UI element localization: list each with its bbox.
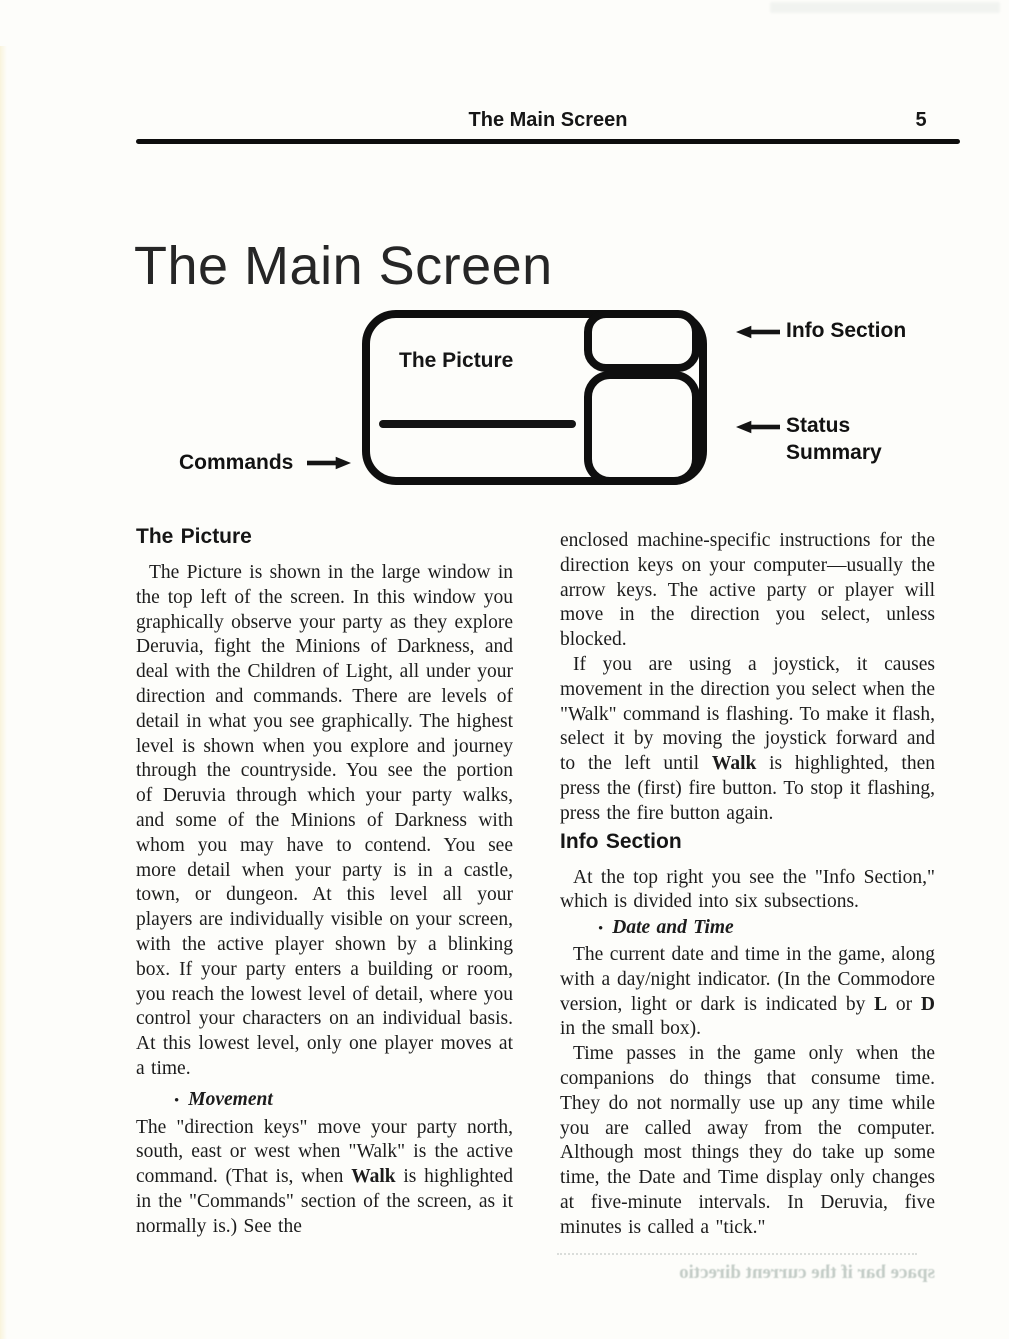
bleed-through-specks [557, 1253, 917, 1255]
left-column [136, 524, 513, 1240]
paragraph-time-passes: Time passes in the game only when the companions do things that consume time. They do not normally use up any time while you are called away from the computer. Although most things they do take up some time, the Date and Time display only changes at five-minute intervals. In Deruvia, five minutes is called a "tick." [560, 1043, 935, 1238]
arrow-left-icon [736, 420, 780, 434]
diagram-commands-divider [379, 420, 576, 428]
page-title: The Main Screen [134, 236, 553, 296]
status-label-line2: Summary [786, 441, 882, 464]
header-rule [136, 139, 960, 144]
bullet-icon: • [174, 1092, 180, 1109]
date-time-subheading-label: Date and Time [612, 917, 734, 939]
diagram-status-summary-label [786, 412, 882, 466]
diagram-commands-label: Commands [179, 451, 294, 474]
movement-subheading-label: Movement [188, 1088, 273, 1110]
section-heading-info-section: Info Section [560, 829, 682, 853]
diagram-info-section-label: Info Section [786, 319, 907, 342]
bleed-through-text: space bar if the current directio [679, 1262, 935, 1283]
paragraph-date-time: The current date and time in the game, along with a day/night indicator. (In the Commodore version, light or dark is indicated by L or D in the small box). [560, 943, 935, 1040]
paragraph-direction-keys: enclosed machine-specific instructions for the direction keys on your computer—usually the arrow keys. The active party or player will move in the direction you select, unless blocked. [560, 530, 935, 651]
movement-subheading [136, 1088, 513, 1114]
scan-edge-strip [0, 46, 7, 1339]
arrow-right-icon [307, 456, 351, 470]
diagram-info-section-box [584, 310, 700, 372]
page-number-label: 5 [915, 109, 927, 131]
paragraph-joystick: If you are using a joystick, it causes movement in the direction you select when the "Walk" command is flashing. To make it flash, select it by moving the joystick forward and to the left until Walk is highlighted, then press the (first) fire button. To stop it flashing, press the fire button again. [560, 653, 936, 824]
diagram-picture-label: The Picture [399, 349, 514, 372]
arrow-left-icon [736, 325, 780, 339]
running-header-title: The Main Screen [468, 109, 628, 131]
diagram-status-summary-box [584, 371, 700, 485]
date-time-subheading [560, 916, 935, 942]
section-heading-the-picture: The Picture [136, 525, 252, 548]
right-column [560, 529, 935, 1241]
paragraph-the-picture: The Picture is shown in the large window in the top left of the screen. In this window you graphically observe your party as they explore Deruvia, fight the Minions of Darkness, and deal with the Children of Light, all under your direction and commands. There are levels of detail in what you see graphically. The highest level is shown when you explore and journey through the countryside. You see the portion of Deruvia through which your party walks, and some of the Minions of Darkness with whom you may have to contend. You see more detail when your party is in a castle, town, or dungeon. At this level all your players are individually visible on your screen, with the active player shown by a blinking box. If your party enters a building or room, you reach the lowest level of detail, where you control your characters on an individual basis. At this lowest level, only one player moves at a time. [136, 562, 513, 1079]
paragraph-info-section: At the top right you see the "Info Section," which is divided into six subsections. [560, 866, 935, 913]
status-label-line1: Status [786, 414, 851, 437]
bullet-icon: • [598, 921, 604, 938]
bleed-through-mark [770, 2, 1000, 13]
paragraph-movement: The "direction keys" move your party north, south, east or west when "Walk" is the active command. (That is, when Walk is highlighted in the "Commands" section of the screen, as it normally is.) See the [136, 1116, 513, 1237]
